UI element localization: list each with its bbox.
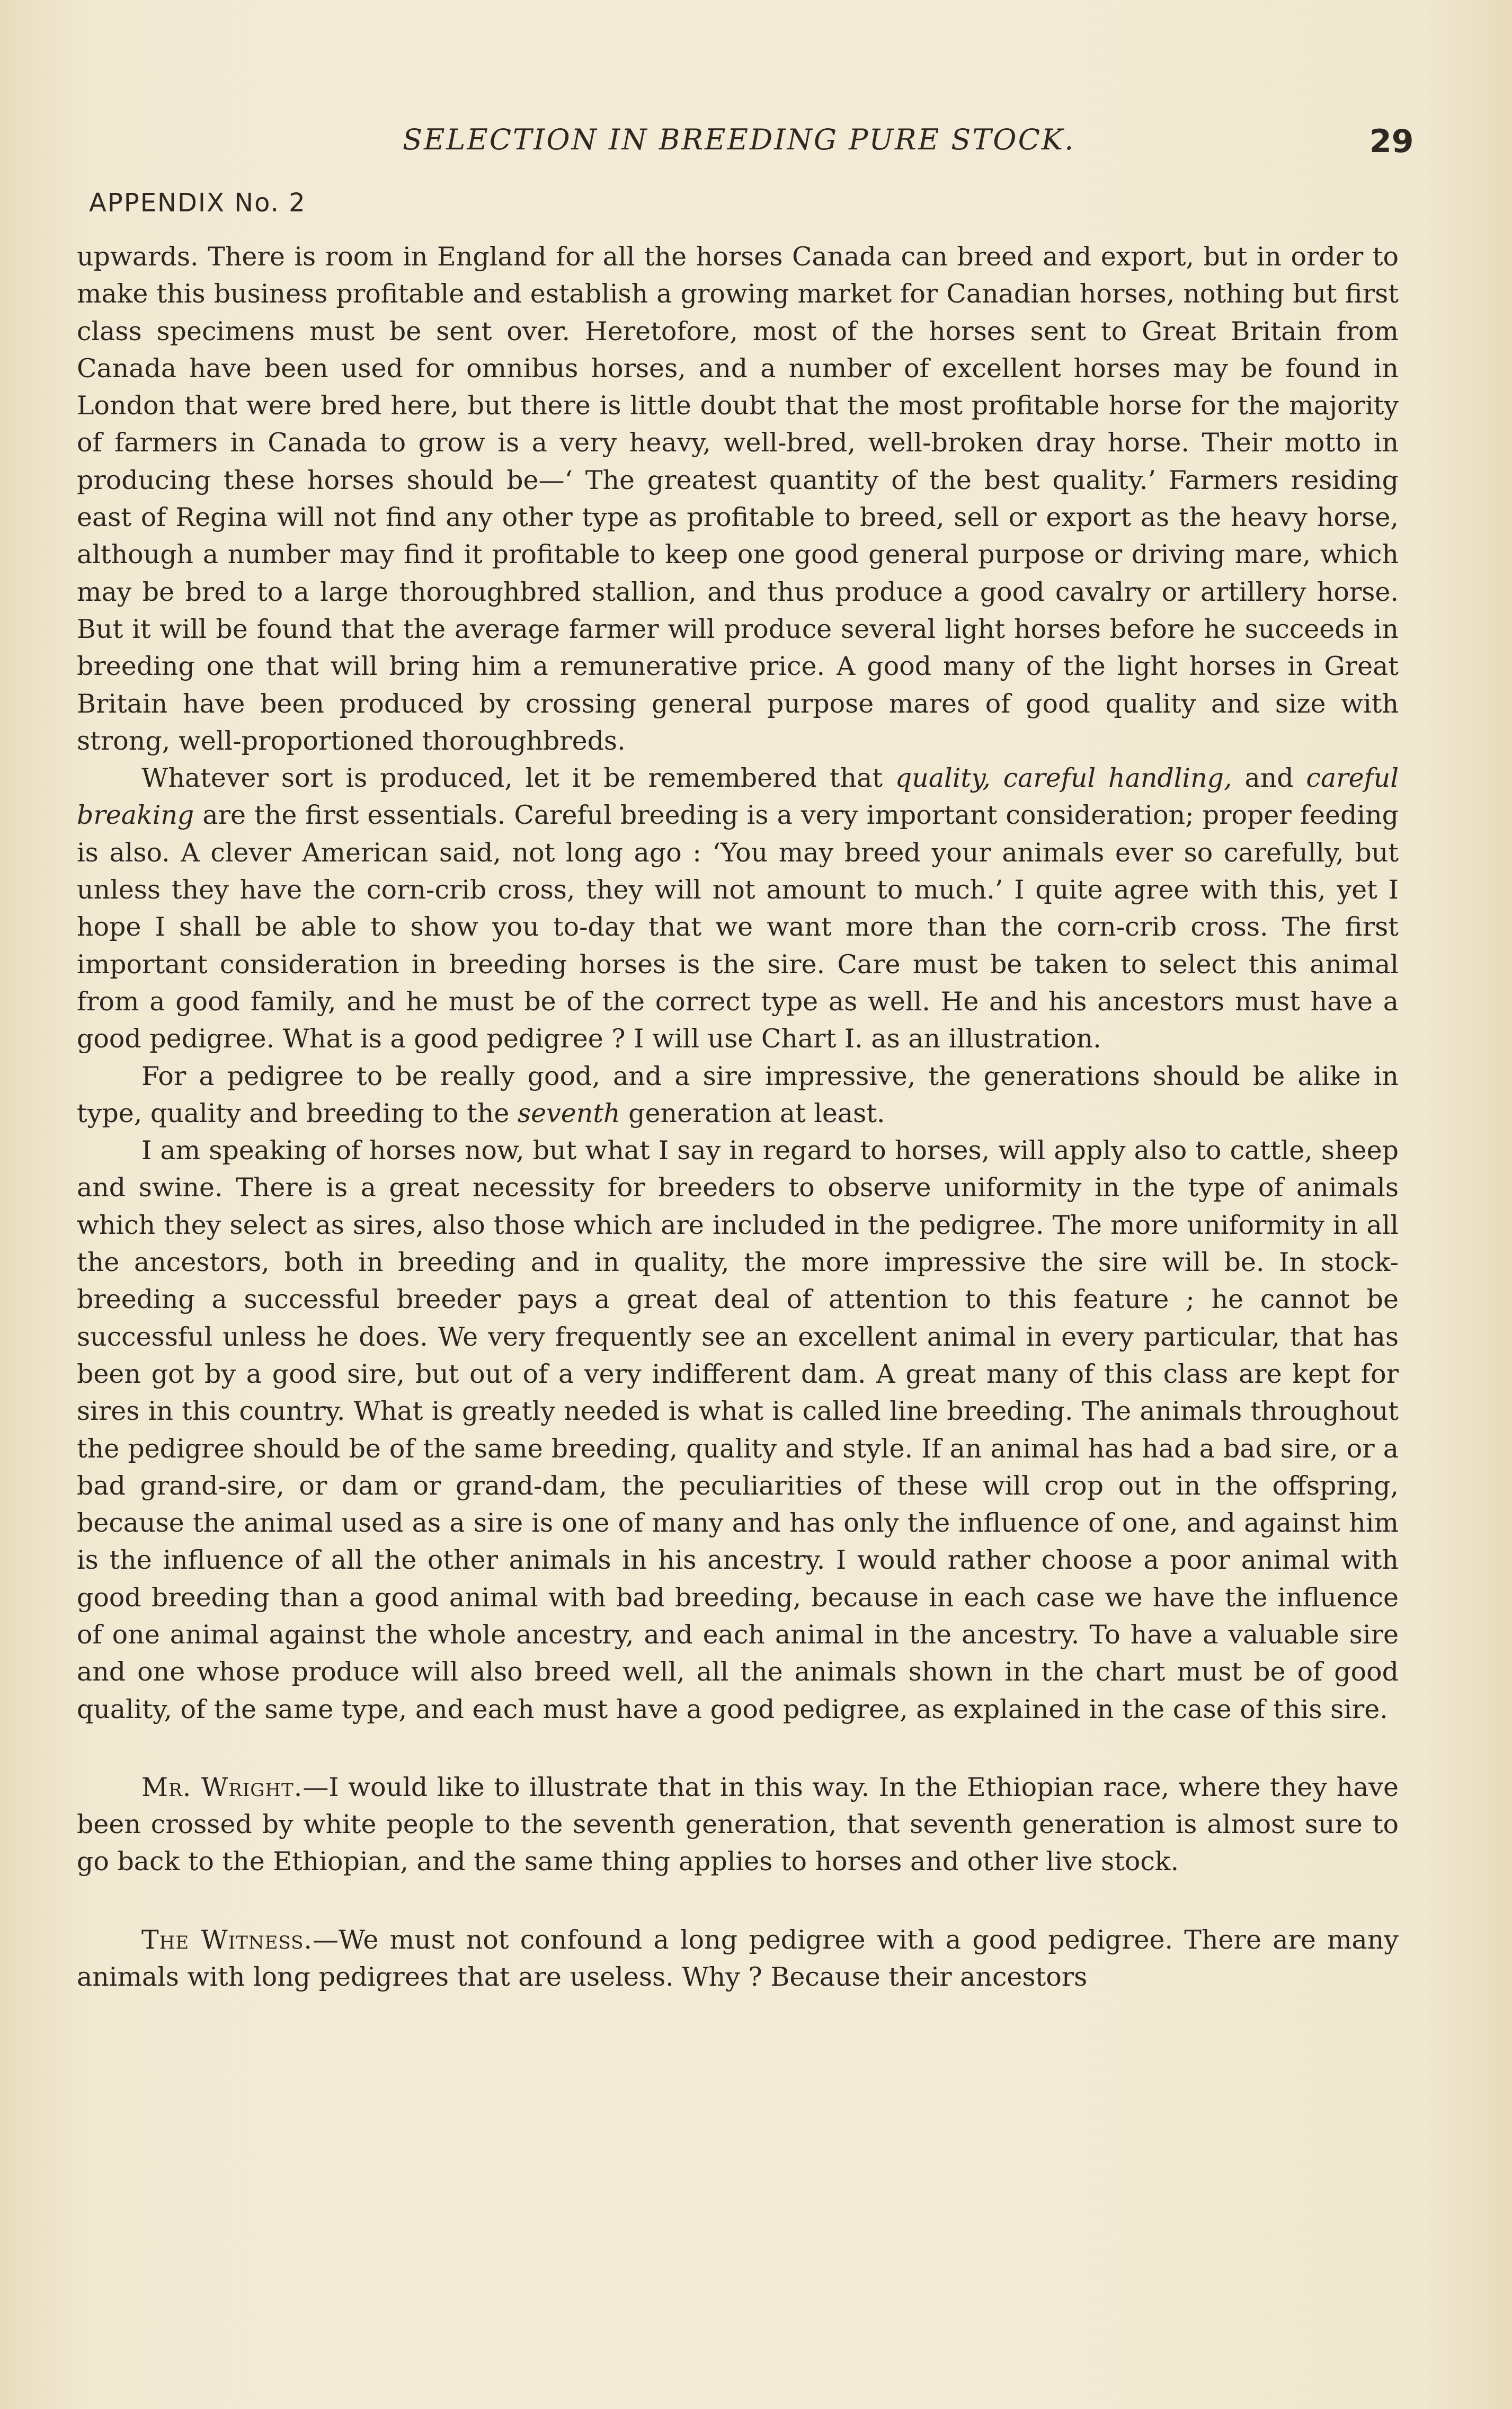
paragraph-2-emphasis-2: careful breaking — [77, 763, 1399, 831]
paragraph-2-emphasis-1: quality, careful handling, — [895, 763, 1232, 794]
speaker-mr-wright: Mr. Wright. — [141, 1772, 303, 1802]
paragraph-3 — [77, 1058, 1399, 1133]
running-header — [0, 123, 1512, 171]
running-title: SELECTION IN BREEDING PURE STOCK. — [403, 123, 1075, 156]
paragraph-3-part-b: generation at least. — [620, 1098, 885, 1128]
appendix-label: APPENDIX No. 2 — [89, 188, 306, 218]
paragraph-2-part-a: Whatever sort is produced, let it be remembered that — [141, 763, 895, 794]
paragraph-1: upwards. There is room in England for all the horses Canada can breed and export, but in order to make this business profitable and establish a growing market for Canadian horses, nothing but first class specimens must be sent over. Heretofore, most of the horses sent to Great Britain from Canada have been used for omnibus horses, and a number of excellent horses may be found in London that were bred here, but there is little doubt that the most profitable horse for the majority of farmers in Canada to grow is a very heavy, well-bred, well-broken dray horse. Their motto in producing these horses should be—‘ The greatest quantity of the best quality.’ Farmers residing east of Regina will not find any other type as profitable to breed, sell or export as the heavy horse, although a number may find it profitable to keep one good general purpose or driving mare, which may be bred to a large thoroughbred stallion, and thus produce a good cavalry or artillery horse. But it will be found that the average farmer will produce several light horses before he succeeds in breeding one that will bring him a remunerative price. A good many of the light horses in Great Britain have been produced by crossing general purpose mares of good quality and size with strong, well-proportioned thoroughbreds. — [77, 242, 1399, 756]
paragraph-6 — [77, 1922, 1399, 1996]
paragraph-2-part-b: and — [1232, 763, 1306, 794]
paragraph-2-part-c: are the first essentials. Careful breeding is a very important consideration; proper feeding is also. A clever American said, not long ago : ‘You may breed your animals ever so carefully, but unless they have the corn-crib cross, they will not amount to much.’ I quite agree with this, yet I hope I shall be able to show you to-day that we want more than the corn-crib cross. The first important consideration in breeding horses is the sire. Care must be taken to select this animal from a good family, and he must be of the correct type as well. He and his ancestors must have a good pedigree. What is a good pedigree ? I will use Chart I. as an illustration. — [77, 800, 1399, 1054]
page-number: 29 — [1369, 123, 1414, 160]
paragraph-5 — [77, 1769, 1399, 1881]
paragraph-4: I am speaking of horses now, but what I say in regard to horses, will apply also to cattle, sheep and swine. There is a great necessity for breeders to observe uniformity in the type of animals which they select as sires, also those which are included in the pedigree. The more uniformity in all the ancestors, both in breeding and in quality, the more impressive the sire will be. In stock-breeding a successful breeder pays a great deal of attention to this feature ; he cannot be successful unless he does. We very frequently see an excellent animal in every particular, that has been got by a good sire, but out of a very indifferent dam. A great many of this class are kept for sires in this country. What is greatly needed is what is called line breeding. The animals throughout the pedigree should be of the same breeding, quality and style. If an animal has had a bad sire, or a bad grand-sire, or dam or grand-dam, the peculiarities of these will crop out in the offspring, because the animal used as a sire is one of many and has only the influence of one, and against him is the influence of all the other animals in his ancestry. I would rather choose a poor animal with good breeding than a good animal with bad breeding, because in each case we have the influence of one animal against the whole ancestry, and each animal in the ancestry. To have a valuable sire and one whose produce will also breed well, all the animals shown in the chart must be of good quality, of the same type, and each must have a good pedigree, as explained in the case of this sire. — [77, 1135, 1399, 1724]
paragraph-3-emphasis: seventh — [517, 1098, 620, 1128]
paragraph-5-text: —I would like to illustrate that in this way. In the Ethiopian race, where they have been crossed by white people to the seventh generation, that seventh generation is almost sure to go back to the Ethiopian, and the same thing applies to horses and other live stock. — [77, 1772, 1399, 1877]
speaker-the-witness: The Witness. — [141, 1924, 313, 1955]
paragraph-2 — [77, 760, 1399, 1057]
paragraph-6-text: —We must not confound a long pedigree with a good pedigree. There are many animals with long pedigrees that are useless. Why ? Because their ancestors — [77, 1924, 1399, 1993]
paragraph-3-part-a: For a pedigree to be really good, and a sire impressive, the generations should be alike in type, quality and breeding to the — [77, 1061, 1399, 1128]
body-text — [77, 238, 1399, 1996]
